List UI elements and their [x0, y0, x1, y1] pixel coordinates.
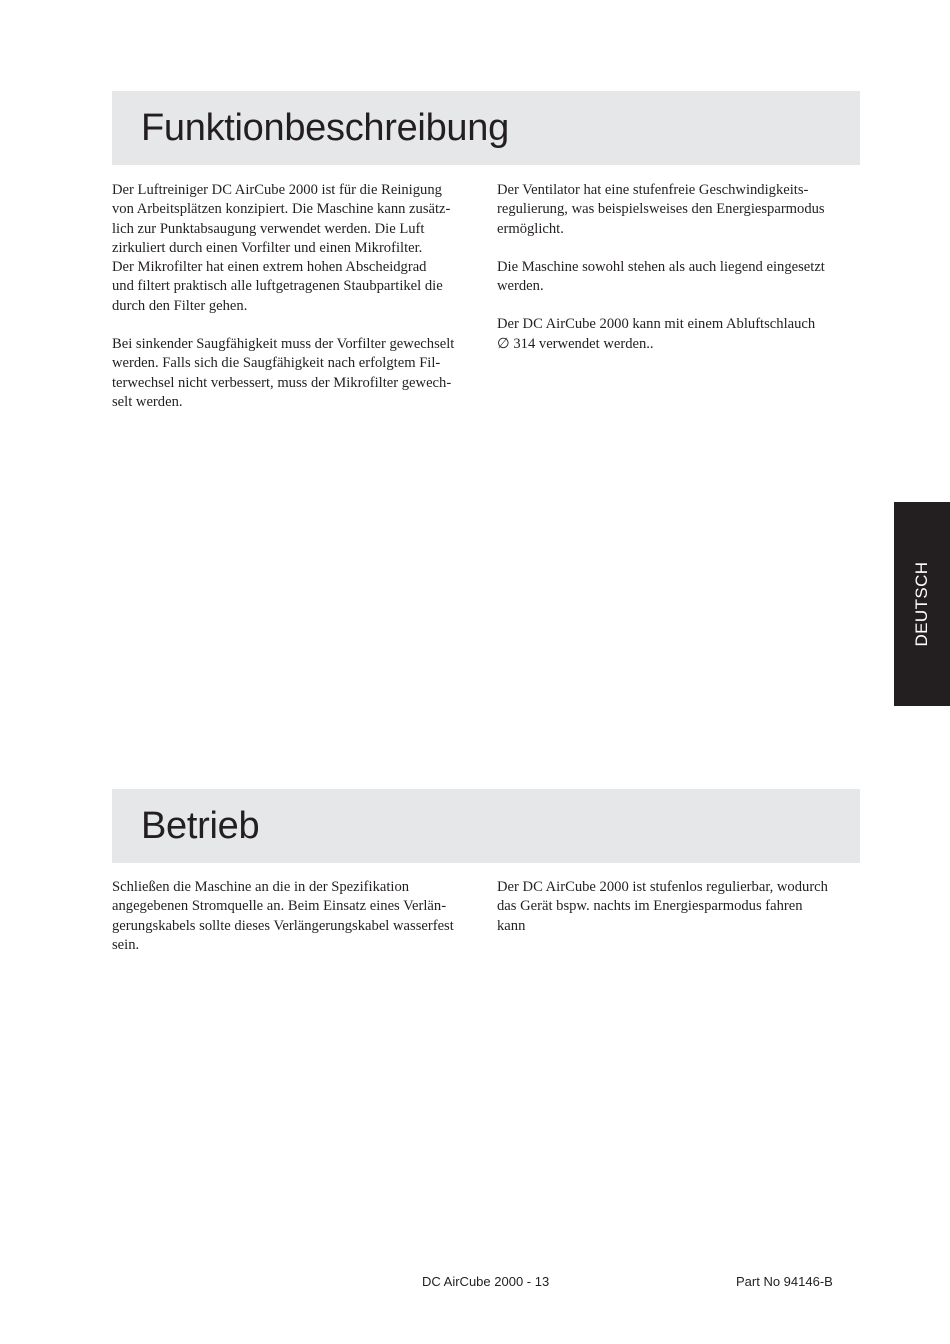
paragraph: Die Maschine sowohl stehen als auch liegend eingesetzt werden. — [497, 258, 825, 295]
language-tab — [894, 502, 950, 706]
paragraph: Schließen die Maschine an die in der Spezifikation angegebenen Stromquelle an. Beim Einsatz eines Verlän- gerungskabels sollte dieses Verlängerungskabel wasserfest sein. — [112, 879, 454, 953]
paragraph: Bei sinkender Saugfähigkeit muss der Vorfilter gewechselt werden. Falls sich die Saugfähigkeit nach erfolgtem Fil- terwechsel nicht verbessert, muss der Mikrofilter gewech- selt werden. — [112, 336, 455, 410]
footer-part-number: Part No 94146-B — [736, 1274, 833, 1289]
section-header-betrieb — [112, 789, 860, 863]
footer-page-label: DC AirCube 2000 - 13 — [422, 1274, 550, 1289]
funktion-left-column — [112, 181, 477, 431]
language-tab-label: DEUTSCH — [912, 561, 931, 647]
paragraph: Der Luftreiniger DC AirCube 2000 ist für die Reinigung von Arbeitsplätzen konzipiert. Die Maschine kann zusätz- lich zur Punktabsaugung verwendet werden. Die Luft zirkuliert durch einen Vorfilter und einen Mikrofilter. Der Mikrofilter hat einen extrem hohen Abscheidgrad und filtert praktisch alle luftgetragenen Staubpartikel die durch den Filter gehen. — [112, 182, 451, 314]
paragraph: Der DC AirCube 2000 ist stufenlos regulierbar, wodurch das Gerät bspw. nachts im Energiesparmodus fahren kann — [497, 879, 828, 934]
section-title: Funktionbeschreibung — [141, 107, 509, 149]
paragraph: Der Ventilator hat eine stufenfreie Geschwindigkeits- regulierung, was beispielsweises den Energiesparmodus ermöglicht. — [497, 182, 825, 237]
paragraph: Der DC AirCube 2000 kann mit einem Abluftschlauch ∅ 314 verwendet werden.. — [497, 316, 816, 352]
section-title: Betrieb — [141, 805, 260, 847]
section-header-funktion — [112, 91, 860, 165]
betrieb-right-column — [497, 878, 862, 955]
funktion-right-column — [497, 181, 862, 373]
betrieb-left-column — [112, 878, 477, 974]
